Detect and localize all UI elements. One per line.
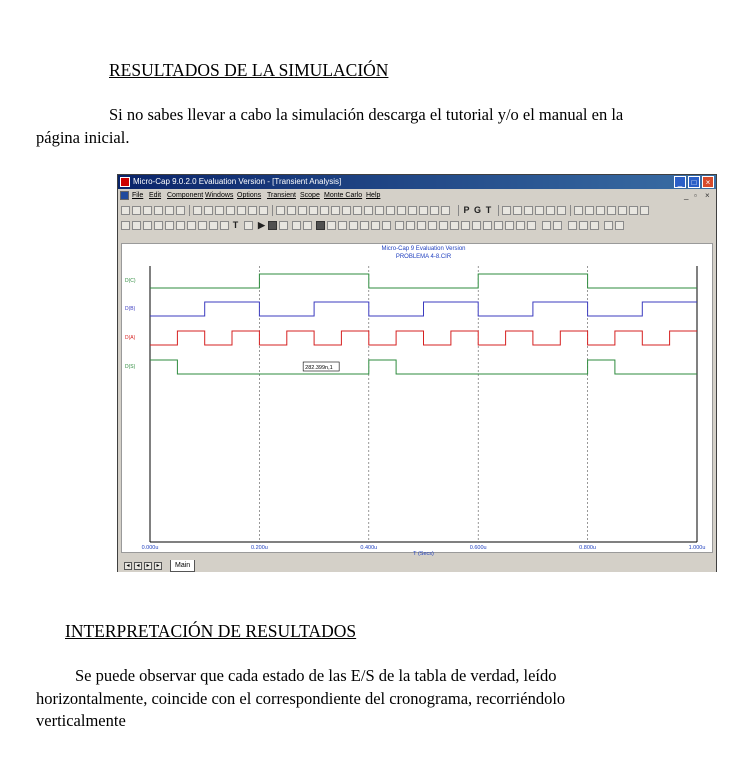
pulse-icon[interactable] xyxy=(397,206,406,215)
toolbar-separator xyxy=(498,205,499,216)
trace-db xyxy=(150,302,697,316)
new-file-icon[interactable] xyxy=(121,206,130,215)
interpretation-line3: verticalmente xyxy=(36,711,126,730)
wave-shape-icon[interactable] xyxy=(154,221,163,230)
x-tick-label: 0.800u xyxy=(579,545,597,551)
component-icon[interactable] xyxy=(276,206,285,215)
select-all-icon[interactable] xyxy=(259,206,268,215)
series-label: D(B) xyxy=(125,306,136,312)
stop-icon[interactable] xyxy=(268,221,277,230)
child-close-icon[interactable]: × xyxy=(705,191,710,200)
valley-icon[interactable] xyxy=(176,221,185,230)
capacitor-icon[interactable] xyxy=(320,206,329,215)
child-restore-icon[interactable]: ▫ xyxy=(694,191,697,200)
cursor-mode-icon[interactable] xyxy=(316,221,325,230)
low-icon[interactable] xyxy=(198,221,207,230)
intro-paragraph-line1: Si no sabes llevar a cabo la simulación descarga el tutorial y/o el manual en la xyxy=(109,105,624,124)
microcap-app-icon xyxy=(120,177,130,187)
inductor-icon[interactable] xyxy=(331,206,340,215)
properties-icon[interactable] xyxy=(244,221,253,230)
close-icon[interactable]: × xyxy=(702,176,714,188)
slope-down-icon[interactable] xyxy=(483,221,492,230)
zoom-box-icon[interactable] xyxy=(640,206,649,215)
text-tool-icon[interactable]: T xyxy=(232,220,239,230)
document-icon[interactable] xyxy=(120,191,129,200)
select-arrow-icon[interactable] xyxy=(121,221,130,230)
tile-vertical-icon[interactable] xyxy=(513,206,522,215)
diagonal-tool-icon[interactable] xyxy=(303,221,312,230)
transistor-icon[interactable] xyxy=(408,206,417,215)
cut-icon[interactable] xyxy=(215,206,224,215)
x-axis-label: T (Secs) xyxy=(413,551,434,557)
chart-title: Micro-Cap 9 Evaluation Version xyxy=(381,246,466,252)
series-label: D(C) xyxy=(125,278,136,284)
section-heading-interpretation: INTERPRETACIÓN DE RESULTADOS xyxy=(65,621,357,641)
valley-next-icon[interactable] xyxy=(439,221,448,230)
calculator-icon[interactable] xyxy=(557,206,566,215)
x-tick-label: 1.000u xyxy=(688,545,706,551)
step-icon[interactable] xyxy=(349,221,358,230)
scale-icon[interactable] xyxy=(132,221,141,230)
menu-monte-carlo[interactable]: Monte Carlo xyxy=(324,192,363,199)
inflection-icon[interactable] xyxy=(494,221,503,230)
undo-icon[interactable] xyxy=(193,206,202,215)
tab-prev-icon[interactable]: ◂ xyxy=(134,562,142,570)
toolbar-separator xyxy=(189,205,190,216)
high-icon[interactable] xyxy=(187,221,196,230)
transient-plot-area[interactable] xyxy=(121,243,713,557)
point-tag-icon[interactable] xyxy=(220,221,229,230)
tab-main[interactable]: Main xyxy=(170,560,195,572)
run-icon[interactable]: ▶ xyxy=(258,220,265,230)
toolbar-analysis xyxy=(118,219,716,232)
interpretation-line2: horizontalmente, coincide con el correspondiente del cronograma, recorriéndolo xyxy=(36,689,566,708)
fet-icon[interactable] xyxy=(430,206,439,215)
find-icon[interactable] xyxy=(527,221,536,230)
paste-icon[interactable] xyxy=(237,206,246,215)
zoom-out-icon[interactable] xyxy=(615,221,624,230)
dropdown-icon[interactable] xyxy=(143,221,152,230)
sine-icon[interactable] xyxy=(386,206,395,215)
save-all-icon[interactable] xyxy=(154,206,163,215)
cursor-label: 282.399n,1 xyxy=(305,365,333,371)
menu-help[interactable]: Help xyxy=(366,192,381,199)
battery-icon[interactable] xyxy=(353,206,362,215)
wave-icon[interactable] xyxy=(382,221,391,230)
table-icon[interactable] xyxy=(327,221,336,230)
transient-chart xyxy=(122,244,712,557)
fall-icon[interactable] xyxy=(461,221,470,230)
intro-paragraph-line2: página inicial. xyxy=(36,128,130,147)
stepping-dropdown-icon[interactable] xyxy=(553,221,562,230)
print-preview-icon[interactable] xyxy=(176,206,185,215)
arrow-right-icon[interactable] xyxy=(406,221,415,230)
microcap-window xyxy=(117,174,717,572)
menu-scope[interactable]: Scope xyxy=(300,192,320,199)
trace-ds xyxy=(150,360,697,374)
probe-b-icon[interactable] xyxy=(590,221,599,230)
menu-file[interactable]: File xyxy=(132,192,144,199)
slope-icon[interactable] xyxy=(360,221,369,230)
sheet-tab-bar xyxy=(118,560,716,572)
child-minimize-icon[interactable]: _ xyxy=(684,191,689,200)
rise-icon[interactable] xyxy=(450,221,459,230)
peak-next-icon[interactable] xyxy=(428,221,437,230)
save-icon[interactable] xyxy=(143,206,152,215)
zoom-in-icon[interactable] xyxy=(604,221,613,230)
series-label: D(S) xyxy=(125,364,136,370)
line-tool-icon[interactable] xyxy=(292,221,301,230)
image-icon[interactable] xyxy=(618,206,627,215)
chart-subtitle: PROBLEMA 4-8.CIR xyxy=(395,254,452,260)
opamp-icon[interactable] xyxy=(419,206,428,215)
toolbar-letter-g[interactable]: G xyxy=(473,205,481,215)
maximize-icon[interactable]: □ xyxy=(688,176,700,188)
text-size-icon[interactable] xyxy=(629,206,638,215)
x-tick-label: 0.000u xyxy=(141,545,159,551)
flag-icon[interactable] xyxy=(375,206,384,215)
stepping-icon[interactable] xyxy=(542,221,551,230)
slope-up-icon[interactable] xyxy=(472,221,481,230)
tag-icon[interactable] xyxy=(209,221,218,230)
series-label: D(A) xyxy=(125,335,136,341)
tab-last-icon[interactable]: ▸ xyxy=(154,562,162,570)
trace-dc xyxy=(150,274,697,288)
split-window-icon[interactable] xyxy=(546,206,555,215)
checkbox-icon[interactable] xyxy=(395,221,404,230)
menu-component[interactable]: Component xyxy=(167,192,204,199)
toolbar-separator xyxy=(458,205,459,216)
toolbar-file xyxy=(118,204,716,217)
interpretation-line1: Se puede observar que cada estado de las E/S de la tabla de verdad, leído xyxy=(75,666,557,685)
menu-edit[interactable]: Edit xyxy=(149,192,162,199)
toolbar-letter-t[interactable]: T xyxy=(485,205,492,215)
tab-first-icon[interactable]: ◂ xyxy=(124,562,132,570)
toolbar-separator xyxy=(272,205,273,216)
pencil-icon[interactable] xyxy=(607,206,616,215)
open-file-icon[interactable] xyxy=(132,206,141,215)
window-title: Micro-Cap 9.0.2.0 Evaluation Version - [Transient Analysis] xyxy=(133,177,342,186)
pause-icon[interactable] xyxy=(279,221,288,230)
waveform-icon[interactable] xyxy=(585,206,594,215)
minimize-icon[interactable]: _ xyxy=(674,176,686,188)
section-heading-results: RESULTADOS DE LA SIMULACIÓN xyxy=(109,60,389,80)
menu-transient[interactable]: Transient xyxy=(267,192,296,199)
tab-next-icon[interactable]: ▸ xyxy=(144,562,152,570)
global-low-icon[interactable] xyxy=(516,221,525,230)
x-tick-label: 0.400u xyxy=(360,545,378,551)
grid-icon[interactable] xyxy=(574,206,583,215)
x-tick-label: 0.200u xyxy=(250,545,268,551)
toolbar-letter-p[interactable]: P xyxy=(463,205,470,215)
wire-icon[interactable] xyxy=(287,206,296,215)
ground-icon[interactable] xyxy=(298,206,307,215)
diode-icon[interactable] xyxy=(342,206,351,215)
menu-bar xyxy=(118,190,716,202)
probe-icon[interactable] xyxy=(596,206,605,215)
window-titlebar xyxy=(118,175,716,189)
copy-icon[interactable] xyxy=(226,206,235,215)
redo-icon[interactable] xyxy=(204,206,213,215)
probe-a-icon[interactable] xyxy=(579,221,588,230)
cascade-icon[interactable] xyxy=(524,206,533,215)
macro-icon[interactable] xyxy=(441,206,450,215)
trace-da xyxy=(150,331,697,345)
toolbar-separator xyxy=(570,205,571,216)
global-high-icon[interactable] xyxy=(505,221,514,230)
trigger-icon[interactable] xyxy=(371,221,380,230)
peak-icon[interactable] xyxy=(165,221,174,230)
menu-windows[interactable]: Windows xyxy=(205,192,234,199)
source-icon[interactable] xyxy=(364,206,373,215)
tile-horizontal-icon[interactable] xyxy=(502,206,511,215)
print-icon[interactable] xyxy=(165,206,174,215)
arrow-both-icon[interactable] xyxy=(417,221,426,230)
resistor-icon[interactable] xyxy=(309,206,318,215)
window-icon[interactable] xyxy=(535,206,544,215)
table-view-icon[interactable] xyxy=(568,221,577,230)
x-tick-label: 0.600u xyxy=(469,545,487,551)
delete-icon[interactable] xyxy=(248,206,257,215)
split-icon[interactable] xyxy=(338,221,347,230)
menu-options[interactable]: Options xyxy=(237,192,262,199)
